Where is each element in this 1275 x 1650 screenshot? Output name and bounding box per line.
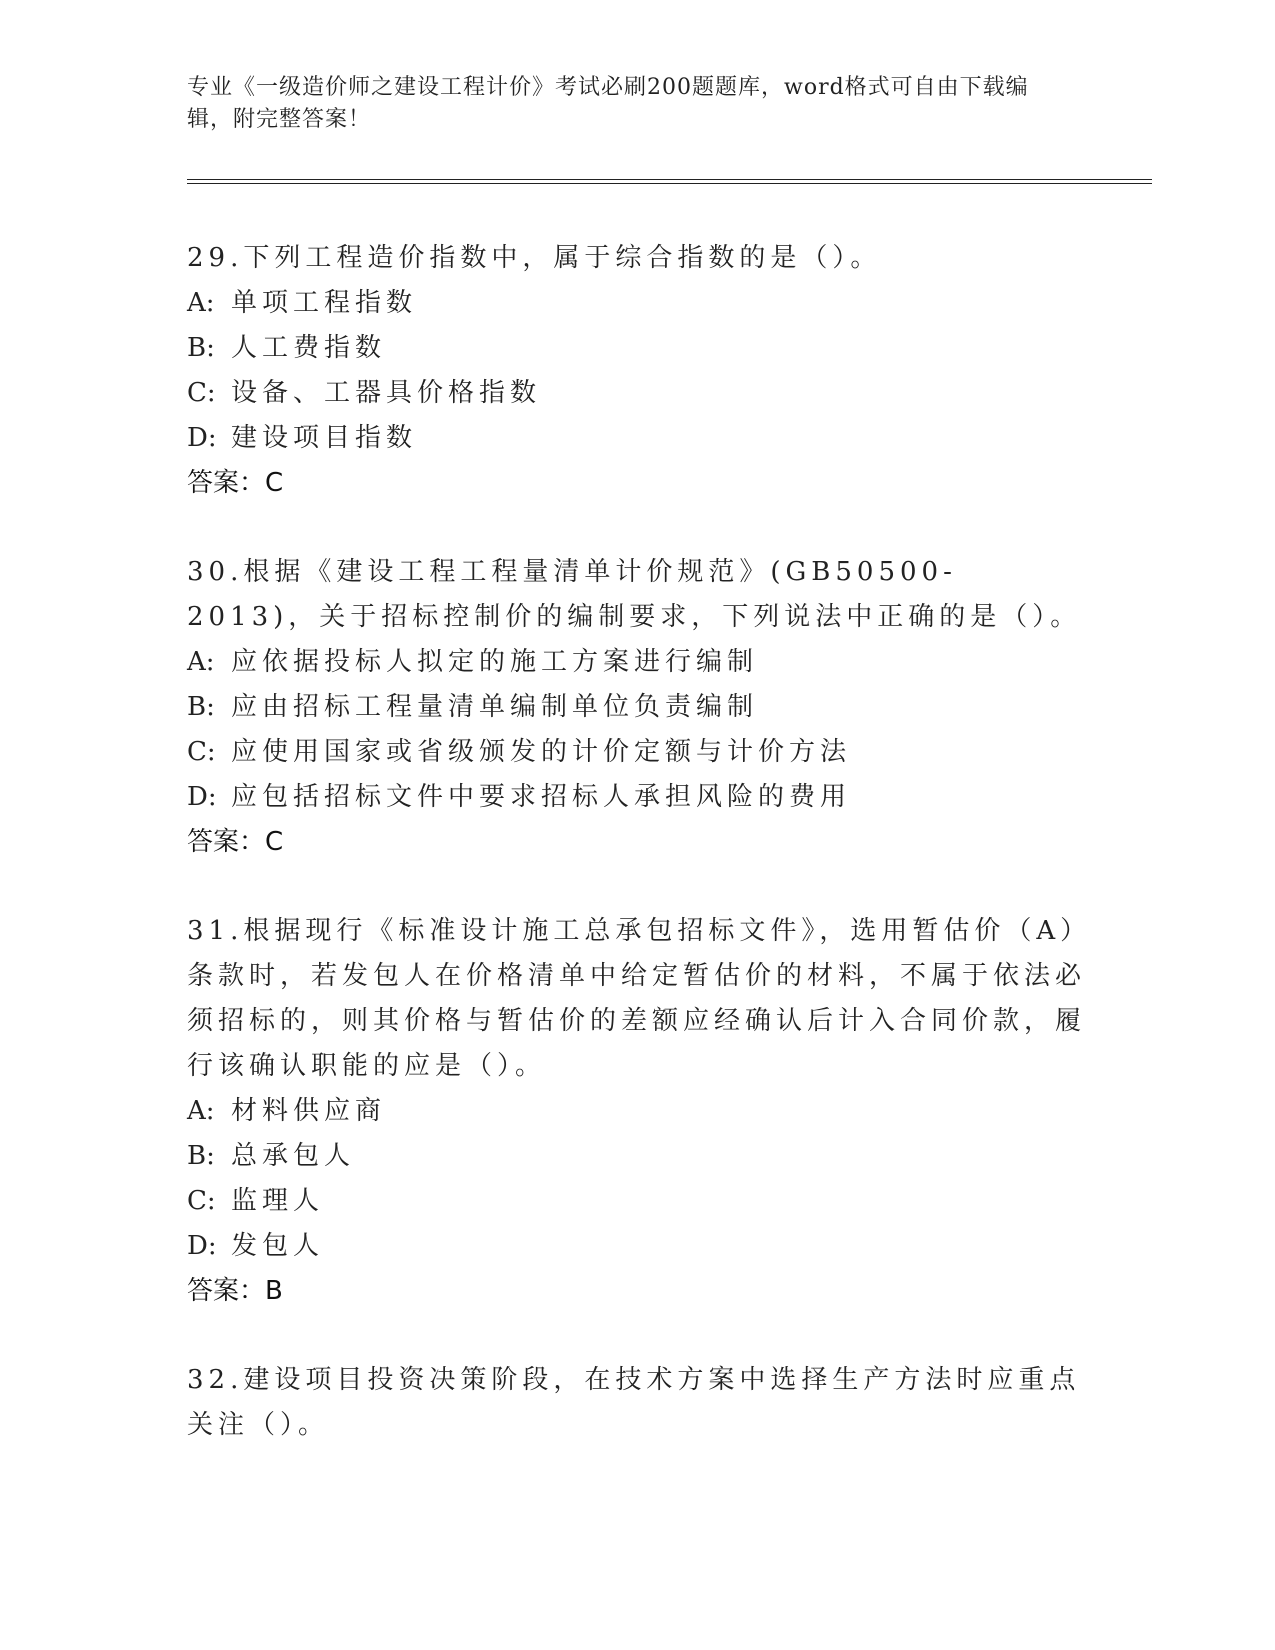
document-header: [187, 72, 1067, 136]
option-key: B:: [187, 1141, 215, 1171]
answer-text: 答案：C: [187, 468, 284, 498]
option-key: C:: [187, 378, 216, 408]
option-key: C:: [187, 1186, 216, 1216]
question-32: [187, 1358, 1087, 1448]
option-text: 应依据投标人拟定的施工方案进行编制: [231, 647, 759, 677]
option-text: 监理人: [231, 1186, 325, 1216]
option-key: D:: [187, 1231, 217, 1261]
header-divider: [187, 179, 1152, 184]
option-c: [187, 1179, 1087, 1224]
option-d: [187, 1224, 1087, 1269]
header-title: 专业《一级造价师之建设工程计价》考试必刷200题题库，word格式可自由下载编辑，附完整答案！: [187, 75, 1029, 132]
option-text: 发包人: [231, 1231, 325, 1261]
option-text: 单项工程指数: [231, 288, 418, 318]
option-text: 应使用国家或省级颁发的计价定额与计价方法: [231, 737, 852, 767]
question-30: [187, 550, 1087, 865]
question-stem: 30.根据《建设工程工程量清单计价规范》(GB50500-2013)，关于招标控制价的编制要求，下列说法中正确的是（）。: [187, 557, 1082, 632]
option-key: D:: [187, 782, 217, 812]
answer-text: 答案：B: [187, 1276, 283, 1306]
option-key: B:: [187, 692, 215, 722]
option-key: B:: [187, 333, 215, 363]
option-a: [187, 281, 1087, 326]
option-key: C:: [187, 737, 216, 767]
option-b: [187, 326, 1087, 371]
option-c: [187, 730, 1087, 775]
option-d: [187, 775, 1087, 820]
option-b: [187, 1134, 1087, 1179]
option-a: [187, 1089, 1087, 1134]
option-key: A:: [187, 647, 215, 677]
option-text: 人工费指数: [231, 333, 387, 363]
question-list: [187, 236, 1087, 1492]
question-stem: 32.建设项目投资决策阶段，在技术方案中选择生产方法时应重点关注（）。: [187, 1365, 1081, 1440]
answer-text: 答案：C: [187, 827, 284, 857]
option-text: 应包括招标文件中要求招标人承担风险的费用: [231, 782, 852, 812]
option-text: 总承包人: [231, 1141, 356, 1171]
question-stem: 31.根据现行《标准设计施工总承包招标文件》，选用暂估价（A）条款时，若发包人在价格清单中给定暂估价的材料，不属于依法必须招标的，则其价格与暂估价的差额应经确认后计入合同价款，履行该确认职能的应是（）。: [187, 916, 1087, 1081]
option-text: 应由招标工程量清单编制单位负责编制: [231, 692, 759, 722]
question-29: [187, 236, 1087, 506]
option-key: A:: [187, 1096, 215, 1126]
question-31: [187, 909, 1087, 1314]
option-text: 设备、工器具价格指数: [231, 378, 542, 408]
option-c: [187, 371, 1087, 416]
option-d: [187, 416, 1087, 461]
option-b: [187, 685, 1087, 730]
option-a: [187, 640, 1087, 685]
option-text: 建设项目指数: [231, 423, 418, 453]
option-key: A:: [187, 288, 215, 318]
option-key: D:: [187, 423, 217, 453]
option-text: 材料供应商: [231, 1096, 387, 1126]
question-stem: 29.下列工程造价指数中，属于综合指数的是（）。: [187, 243, 882, 273]
